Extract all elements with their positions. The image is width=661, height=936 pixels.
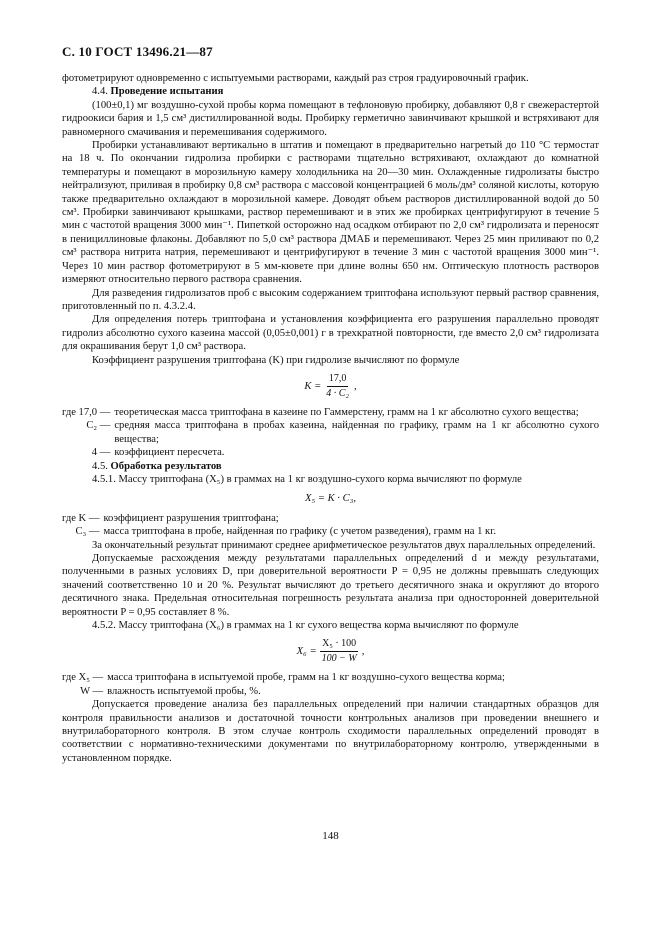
section-title: Обработка результатов	[110, 460, 222, 472]
legend-list-3	[62, 671, 599, 698]
formula-fraction	[320, 638, 359, 665]
paragraph-continuation: фотометрируют одновременно с испытуемыми растворами, каждый раз строя градуировочный график.	[62, 73, 529, 84]
legend-text: масса триптофана в пробе, найденная по графику (с учетом разведения), грамм на 1 кг.	[103, 526, 496, 538]
section-number: 4.4.	[92, 86, 108, 98]
legend-text: влажность испытуемой пробы, %.	[107, 685, 261, 697]
fraction-denominator: 4 · C₂	[326, 387, 349, 399]
paragraph: Пробирки устанавливают вертикально в штатив и помещают в предварительно нагретый до 110 °С термостат на 18 ч. По окончании гидролиза пробирки с растворами тщательно встряхивают, охлаждают до комнатной температуры и помещают в морозильную камеру холодильника на 20—30 мин. Охлажденные гидролизаты быстро нейтрализуют, приливая в пробирку 0,8 см³ раствора с массовой концентрацией 6 моль/дм³ соляной кислоты, которую также предварительно охлаждают в морозильной камере. Доводят объем растворов дистиллированной водой до 50 см³. Пробирки завинчивают крышками, раствор перемешивают и в этих же пробирках центрифугируют в течение 5 мин с частотой вращения 3000 мин⁻¹. Пипеткой осторожно над осадком отбирают по 2,0 см³ гидролизата и переносят в пенициллиновые флаконы. Добавляют по 5,0 см³ раствора ДМАБ и перемешивают. Через 25 мин приливают по 0,2 см³ раствора нитрита натрия, перемешивают и центрифугируют в течение 3 мин с частотой вращения 3000 мин⁻¹. Через 10 мин раствор фотометрируют в 5 мм-кювете при длине волны 650 нм. Оптическую плотность растворов измеряют относительно первого раствора сравнения.	[62, 140, 599, 286]
page-number: 148	[322, 830, 339, 842]
document-body	[62, 72, 599, 765]
formula-x5: X₅ = K · C₃,	[304, 493, 356, 505]
fraction-numerator: X₅ · 100	[320, 638, 358, 652]
paragraph: За окончательный результат принимают среднее арифметическое результатов двух параллельных определений.	[92, 539, 596, 551]
legend-list-2	[62, 512, 599, 539]
paragraph: (100±0,1) мг воздушно-сухой пробы корма помещают в тефлоновую пробирку, добавляют 0,8 г свежерастертой гидроокиси бария и 1,5 см³ дистиллированной воды. Пробирку герметично завинчивают крышкой и встряхивают для равномерного смачивания и перемешивания содержимого.	[62, 99, 599, 138]
paragraph: Для определения потерь триптофана и установления коэффициента его разрушения параллельно проводят гидролиз абсолютно сухого казеина массой (0,05±0,001) г в трехкратной повторности, где вместо 2,0 см³ гидролизата для окрашивания берут 1,0 см³ раствора.	[62, 314, 599, 353]
legend-text: коэффициент пересчета.	[114, 447, 225, 459]
legend-symbol: 4 —	[91, 447, 111, 459]
paragraph: Допускается проведение анализа без параллельных определений при наличии стандартных образцов для контроля правильности анализов и достаточной точности контрольных анализов при проведении внешнего и внутрилабораторного контроля. В этом случае контроль сходимости параллельных определений проводят в соответствии с нормативно-техническими документами по внутрилабораторному контролю, утвержденными в установленном порядке.	[62, 699, 599, 764]
legend-symbol: где X₅ —	[62, 672, 104, 684]
legend-list-1	[62, 406, 599, 460]
formula-fraction	[324, 373, 351, 400]
paragraph: Коэффициент разрушения триптофана (K) при гидролизе вычисляют по формуле	[92, 354, 460, 366]
legend-symbol: W —	[80, 685, 104, 697]
paragraph: Допускаемые расхождения между результатами параллельных определений d и между результатами, полученными в разных условиях D, при доверительной вероятности P = 0,95 не должны превышать следующих значений соответственно 10 и 20 %. Результат вычисляют до третьего десятичного знака и округляют до второго десятичного знака. Предельная относительная погрешность результата анализа при односторонней доверительной вероятности P = 0,95 составляет 8 %.	[62, 553, 599, 618]
formula-k	[62, 373, 599, 400]
page-header: С. 10 ГОСТ 13496.21—87	[62, 44, 213, 59]
legend-symbol: где 17,0 —	[62, 406, 111, 418]
section-title: Проведение испытания	[110, 86, 224, 98]
fraction-numerator: 17,0	[327, 373, 349, 387]
legend-symbol: где K —	[62, 512, 100, 524]
legend-text: теоретическая масса триптофана в казеине по Гаммерстену, грамм на 1 кг абсолютно сухого вещества;	[114, 406, 579, 418]
legend-text: масса триптофана в испытуемой пробе, грамм на 1 кг воздушно-сухого вещества корма;	[107, 672, 505, 684]
section-4-4-heading	[62, 85, 599, 98]
legend-symbol: C₂ —	[86, 420, 111, 432]
formula-lhs: X₆ =	[296, 646, 317, 658]
legend-text: средняя масса триптофана в пробах казеина, найденная по графику, грамм на 1 кг абсолютно сухого вещества;	[114, 420, 599, 445]
paragraph: 4.5.2. Массу триптофана (X₆) в граммах на 1 кг сухого вещества корма вычисляют по формуле	[92, 620, 519, 632]
formula-tail: ,	[353, 380, 357, 392]
formula-x6	[62, 638, 599, 665]
formula-lhs: K =	[304, 380, 322, 392]
fraction-denominator: 100 − W	[321, 653, 357, 665]
paragraph: Для разведения гидролизатов проб с высоким содержанием триптофана используют первый раствор сравнения, приготовленный по п. 4.3.2.4.	[62, 287, 599, 312]
formula-tail: ,	[361, 646, 365, 658]
legend-text: коэффициент разрушения триптофана;	[103, 512, 279, 524]
paragraph: 4.5.1. Массу триптофана (X₅) в граммах на 1 кг воздушно-сухого корма вычисляют по формуле	[92, 473, 522, 485]
section-number: 4.5.	[92, 460, 108, 472]
legend-symbol: C₃ —	[75, 526, 100, 538]
section-4-5-heading	[62, 460, 599, 473]
